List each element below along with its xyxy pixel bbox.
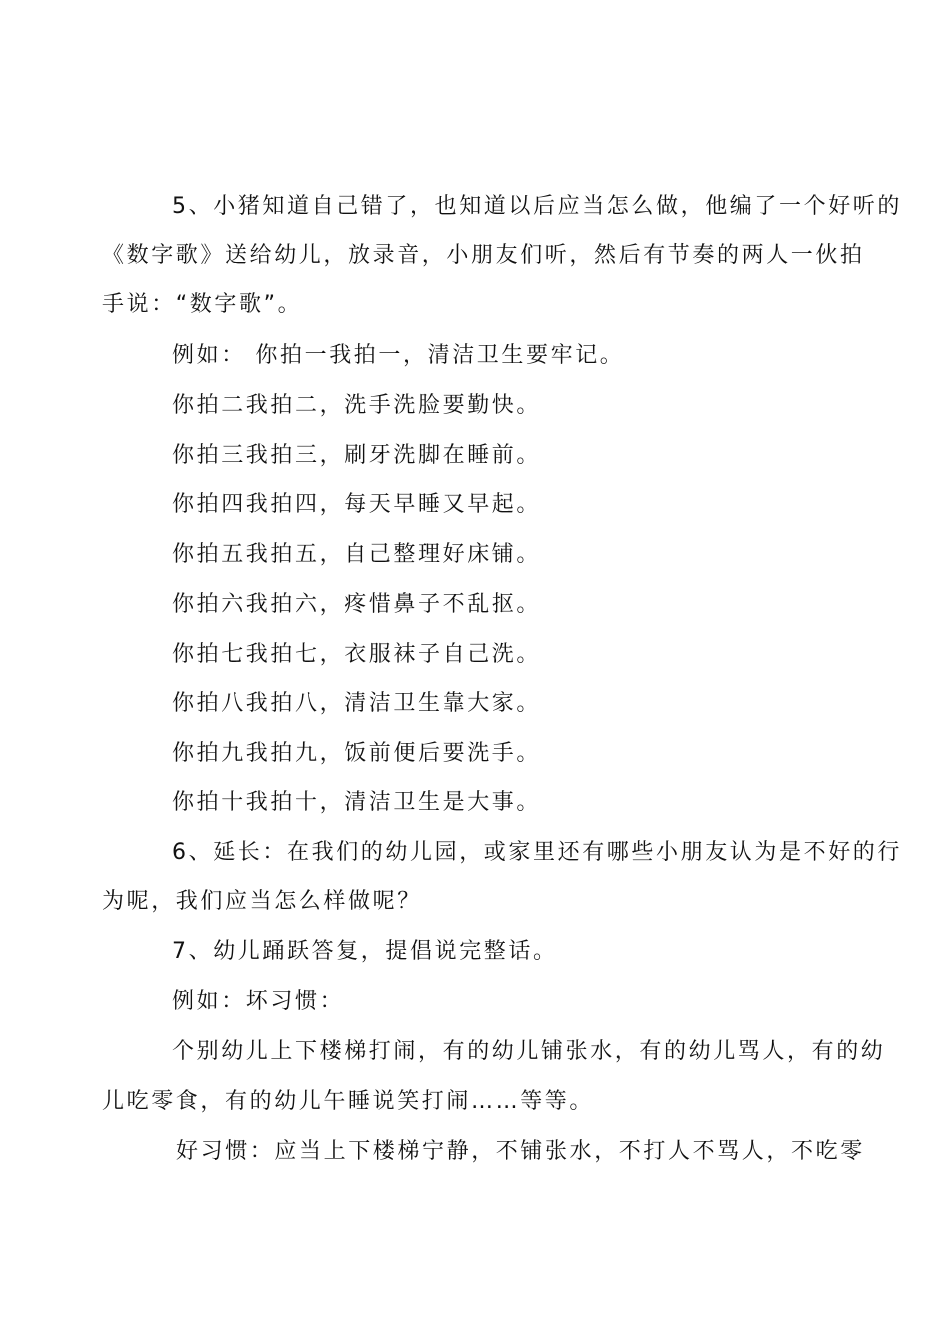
chant-line-2: 你拍二我拍二，洗手洗脸要勤快。 bbox=[172, 393, 542, 418]
chant-line-1: 例如： 你拍一我拍一，清洁卫生要牢记。 bbox=[172, 343, 625, 368]
paragraph-5-line-3: 手说：“数字歌”。 bbox=[102, 292, 303, 317]
bad-habits-line-2: 儿吃零食，有的幼儿午睡说笑打闹……等等。 bbox=[102, 1089, 595, 1114]
chant-line-7: 你拍七我拍七，衣服袜子自己洗。 bbox=[172, 642, 542, 667]
paragraph-6-line-2: 为呢，我们应当怎么样做呢？ bbox=[102, 889, 422, 914]
bad-habits-heading: 例如：坏习惯： bbox=[172, 989, 345, 1014]
chant-line-6: 你拍六我拍六，疼惜鼻子不乱抠。 bbox=[172, 592, 542, 617]
chant-line-9: 你拍九我拍九，饭前便后要洗手。 bbox=[172, 741, 542, 766]
chant-line-3: 你拍三我拍三，刷牙洗脚在睡前。 bbox=[172, 443, 542, 468]
paragraph-5-line-1: 5、小猪知道自己错了，也知道以后应当怎么做，他编了一个好听的 bbox=[172, 194, 902, 219]
good-habits-line-1: 好习惯：应当上下楼梯宁静，不铺张水，不打人不骂人，不吃零 bbox=[176, 1139, 865, 1164]
chant-line-8: 你拍八我拍八，清洁卫生靠大家。 bbox=[172, 691, 542, 716]
chant-line-5: 你拍五我拍五，自己整理好床铺。 bbox=[172, 542, 542, 567]
paragraph-5-line-2: 《数字歌》送给幼儿，放录音，小朋友们听，然后有节奏的两人一伙拍 bbox=[102, 243, 865, 268]
bad-habits-line-1: 个别幼儿上下楼梯打闹，有的幼儿铺张水，有的幼儿骂人，有的幼 bbox=[172, 1039, 886, 1064]
chant-line-4: 你拍四我拍四，每天早睡又早起。 bbox=[172, 492, 542, 517]
paragraph-7: 7、幼儿踊跃答复，提倡说完整话。 bbox=[172, 939, 558, 964]
chant-line-10: 你拍十我拍十，清洁卫生是大事。 bbox=[172, 790, 542, 815]
paragraph-6-line-1: 6、延长：在我们的幼儿园，或家里还有哪些小朋友认为是不好的行 bbox=[172, 840, 902, 865]
